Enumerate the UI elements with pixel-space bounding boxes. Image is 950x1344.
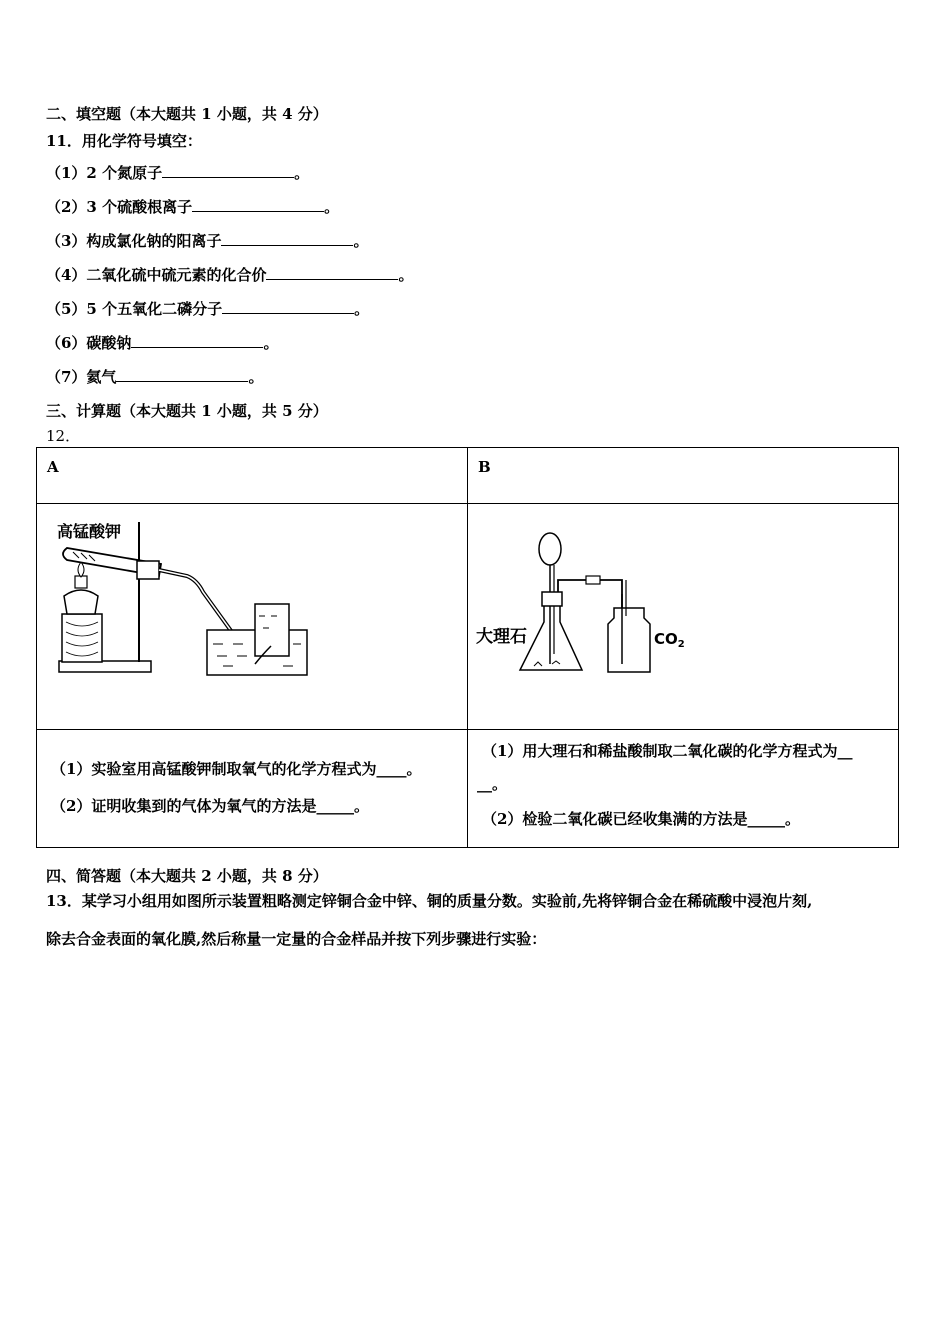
q11-item-label: （4）二氧化硫中硫元素的化合价 [46, 266, 267, 284]
figure-a-label: 高锰酸钾 [57, 522, 122, 541]
question-11-stem: 11．用化学符号填空： [46, 132, 202, 150]
q11-item-end: 。 [398, 266, 414, 284]
b-question-1-line1: （1）用大理石和稀盐酸制取二氧化碳的化学方程式为__ [482, 742, 853, 760]
q11-item-label: （1）2 个氮原子 [46, 164, 163, 182]
figure-b-cell [468, 504, 899, 730]
q11-item-end: 。 [294, 164, 310, 182]
answer-blank[interactable] [266, 265, 398, 280]
gas-collection-jar [608, 608, 650, 672]
q11-item-end: 。 [354, 300, 370, 318]
b-question-1-line2: __。 [477, 775, 508, 793]
q11-item-label: （5）5 个五氧化二磷分子 [46, 300, 223, 318]
conical-flask [520, 606, 582, 670]
figure-a-cell [37, 504, 468, 730]
q11-item-end: 。 [324, 198, 340, 216]
q11-item [46, 332, 278, 353]
answer-blank[interactable] [116, 367, 248, 382]
carbon-dioxide-apparatus [468, 504, 898, 725]
gas-collection-bottle [255, 604, 289, 656]
wooden-block [62, 614, 102, 662]
b-question-2: （2）检验二氧化碳已经收集满的方法是_____。 [482, 810, 800, 828]
clamp [137, 561, 159, 579]
q11-item-label: （7）氦气 [46, 368, 117, 386]
question-13-line1: 13．某学习小组用如图所示装置粗略测定锌铜合金中锌、铜的质量分数。实验前,先将锌铜合金在稀硫酸中浸泡片刻, [46, 892, 813, 910]
section3-title: 三、计算题（本大题共 1 小题，共 5 分） [46, 402, 328, 420]
q11-item-label: （6）碳酸钠 [46, 334, 132, 352]
marble-label: 大理石 [476, 627, 527, 647]
column-a-questions [37, 730, 468, 848]
q11-item [46, 264, 413, 285]
alcohol-lamp [64, 590, 98, 614]
answer-blank[interactable] [162, 163, 294, 178]
potassium-permanganate-apparatus [37, 504, 467, 725]
section4-title: 四、简答题（本大题共 2 小题，共 8 分） [46, 867, 328, 885]
q11-item-end: 。 [248, 368, 264, 386]
column-b-header: B [468, 448, 899, 504]
answer-blank[interactable] [221, 231, 353, 246]
q11-item [46, 366, 263, 387]
question-12-number: 12． [46, 427, 81, 445]
a-question-2: （2）证明收集到的气体为氧气的方法是_____。 [51, 797, 369, 815]
q11-item [46, 298, 369, 319]
section2-title: 二、填空题（本大题共 1 小题，共 4 分） [46, 105, 328, 123]
separatory-funnel-bulb [539, 533, 561, 565]
question-13-line2: 除去合金表面的氧化膜,然后称量一定量的合金样品并按下列步骤进行实验： [46, 930, 547, 948]
q11-item-label: （3）构成氯化钠的阳离子 [46, 232, 222, 250]
q11-item [46, 162, 309, 183]
column-a-header: A [37, 448, 468, 504]
q11-item-end: 。 [263, 334, 279, 352]
answer-blank[interactable] [131, 333, 263, 348]
a-question-1: （1）实验室用高锰酸钾制取氧气的化学方程式为____。 [51, 760, 422, 778]
q11-item-label: （2）3 个硫酸根离子 [46, 198, 193, 216]
answer-blank[interactable] [192, 197, 324, 212]
co2-label: $CO_2$ [654, 630, 685, 650]
q11-item [46, 230, 368, 251]
q11-item [46, 196, 339, 217]
rubber-stopper [542, 592, 562, 606]
answer-blank[interactable] [222, 299, 354, 314]
column-b-questions [468, 730, 899, 848]
flame [78, 562, 84, 577]
experiment-table [36, 447, 899, 848]
q11-item-end: 。 [353, 232, 369, 250]
